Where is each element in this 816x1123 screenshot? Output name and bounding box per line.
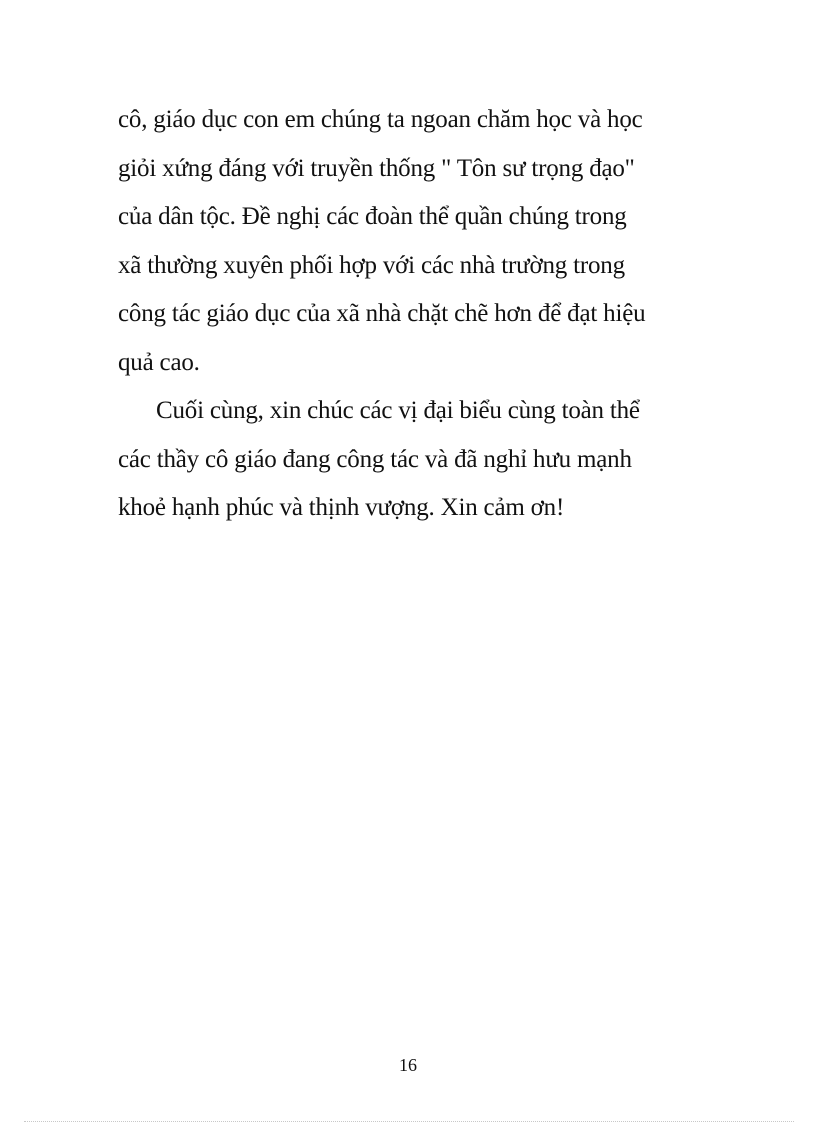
text-line: quả cao. <box>118 348 200 376</box>
page-body <box>118 96 718 533</box>
footer-divider <box>24 1121 794 1122</box>
text-line: khoẻ hạnh phúc và thịnh vượng. Xin cảm ơn! <box>118 494 565 521</box>
text-line: Cuối cùng, xin chúc các vị đại biểu cùng toàn thể <box>156 397 640 424</box>
text-line: công tác giáo dục của xã nhà chặt chẽ hơn để đạt hiệu <box>118 300 646 327</box>
page-number: 16 <box>399 1055 417 1075</box>
paragraph-closing-remarks <box>118 96 718 387</box>
text-line: cô, giáo dục con em chúng ta ngoan chăm học và học <box>118 106 643 133</box>
text-line: các thầy cô giáo đang công tác và đã nghỉ hưu mạnh <box>118 445 632 473</box>
text-line: giỏi xứng đáng với truyền thống " Tôn sư trọng đạo" <box>118 154 635 182</box>
paragraph-final-wishes <box>118 387 718 533</box>
text-line: của dân tộc. Đề nghị các đoàn thể quần chúng trong <box>118 203 627 230</box>
text-line: xã thường xuyên phối hợp với các nhà trường trong <box>118 251 625 279</box>
